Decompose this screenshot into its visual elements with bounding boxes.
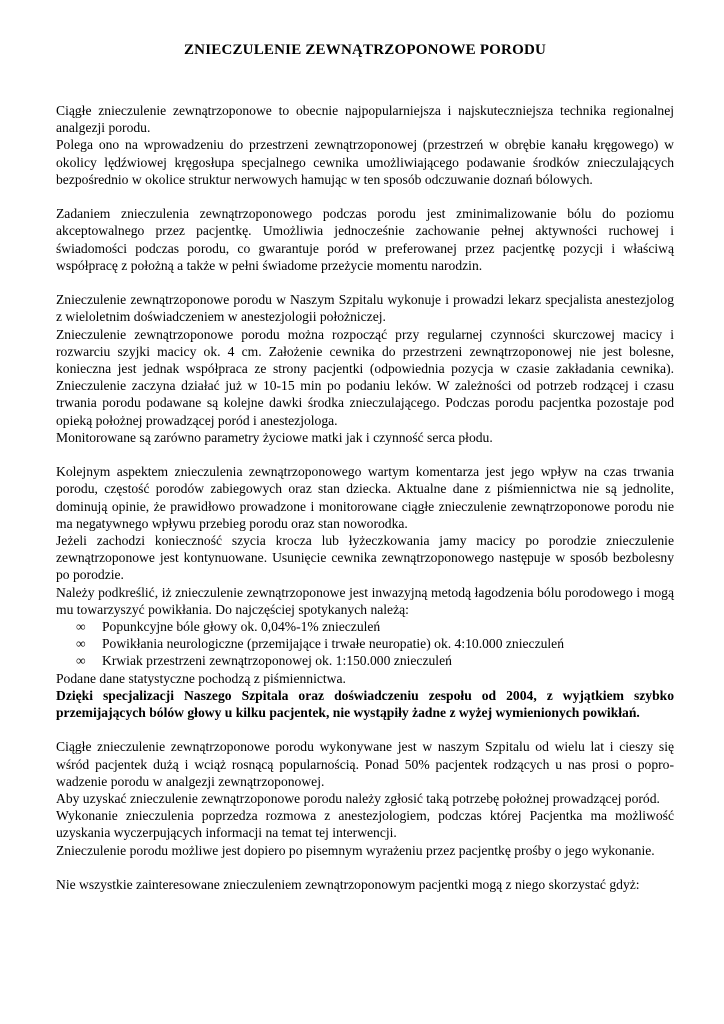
infinity-bullet-icon: ∞ xyxy=(76,636,86,652)
paragraph-hospital: Znieczulenie zewnątrzoponowe porodu w Naszym Szpitalu wykonuje i prowadzi lekarz specjalista anestezjolog z wieloletnim doświadczeniem w anestezjologii położniczej. xyxy=(56,292,674,325)
paragraph-intro: Ciągłe znieczulenie zewnątrzoponowe to obecnie najpopularniejsza i najskuteczniejsza technika regionalnej analgezji porodu. xyxy=(56,103,674,136)
complications-list xyxy=(56,618,674,670)
list-item-text: Powikłania neurologiczne (przemijające i trwałe neuropatie) ok. 4:10.000 znieczuleń xyxy=(102,636,565,652)
paragraph-eligibility: Nie wszystkie zainteresowane znieczuleniem zewnątrzoponowym pacjentki mogą z niego skorzystać gdyż: xyxy=(56,877,640,893)
paragraph-consultation: Wykonanie znieczulenia poprzedza rozmowa z anestezjologiem, podczas której Pacjentka ma możliwość uzyskania wyczerpujących informacji na temat tej interwencji. xyxy=(56,808,674,841)
paragraph-spacer xyxy=(56,859,674,876)
paragraph-complications: Należy podkreślić, iż znieczulenie zewnątrzoponowe jest inwazyjną metodą łagodzenia bólu porodowego i mogą mu towarzyszyć powikłania. Do najczęściej spotykanych należą: xyxy=(56,584,674,617)
paragraph-monitoring: Monitorowane są zarówno parametry życiowe matki jak i czynność serca płodu. xyxy=(56,429,493,445)
paragraph-purpose: Zadaniem znieczulenia zewnątrzoponowego podczas porodu jest zminimalizowanie bólu do poziomu akceptowalnego przez pacjentkę. Umożliwia jednocześnie zachowanie pełnej aktywności ruchowej i świadomości podczas porodu, co gwarantuje poród w preferowanej przez pacjentkę pozycji i właściwą współpracę z położną a także w pełni świadome przeżycie momentu narodzin. xyxy=(56,206,674,273)
paragraph-request: Aby uzyskać znieczulenie zewnątrzoponowe porodu należy zgłosić taką potrzebę położnej prowadzącej poród. xyxy=(56,791,660,807)
list-item-text: Popunkcyjne bóle głowy ok. 0,04%-1% znieczuleń xyxy=(102,619,381,635)
paragraph-spacer xyxy=(56,274,674,291)
paragraph-consent: Znieczulenie porodu możliwe jest dopiero po pisemnym wyrażeniu przez pacjentkę prośby o jego wykonanie. xyxy=(56,842,655,858)
list-item xyxy=(56,652,674,669)
paragraph-continuation: Jeżeli zachodzi konieczność szycia krocza lub łyżeczkowania jamy macicy po porodzie znieczulenie zewnątrzoponowe jest kontynuowane. Usunięcie cewnika zewnątrzoponowego następuje w sposób bezbolesny po porodzie. xyxy=(56,533,674,583)
paragraph-hospital-experience: Dzięki specjalizacji Naszego Szpitala oraz doświadczeniu zespołu od 2004, z wyjątkiem szybko przemijających bólów głowy u kilku pacjentek, nie wystąpiły żadne z wyżej wymienionych powikłań. xyxy=(56,687,674,721)
paragraph-spacer xyxy=(56,446,674,463)
paragraph-procedure: Znieczulenie zewnątrzoponowe porodu można rozpocząć przy regularnej czynności skurczowej macicy i rozwarciu szyjki macicy ok. 4 cm. Założenie cewnika do przestrzeni zewnątrzoponowej nie jest bolesne, konieczna jest jednak współpraca ze strony pacjentki (odpowiednia pozycja w czasie zakładania cewnika). Znieczulenie zaczyna działać już w 10-15 min po podaniu leków. W zależności od potrzeb rodzącej i czasu trwania porodu podawane są kolejne dawki środka znieczulającego. Podczas porodu pacjentka pozostaje pod opieką położnej prowadzącej poród i anestezjologa. xyxy=(56,326,674,428)
list-item xyxy=(56,618,674,635)
list-item xyxy=(56,635,674,652)
paragraph-impact: Kolejnym aspektem znieczulenia zewnątrzoponowego wartym komentarza jest jego wpływ na czas trwania porodu, częstość porodów zabiegowych oraz stan dziecka. Aktualne dane z piśmiennictwa nie są jednolite, dominują opinie, że prawidłowo prowadzone i monitorowane ciągłe znieczulenie zewnątrzoponowe porodu nie ma negatywnego wpływu przebieg porodu oraz stan noworodka. xyxy=(56,464,674,531)
infinity-bullet-icon: ∞ xyxy=(76,619,86,635)
paragraph-spacer xyxy=(56,721,674,738)
infinity-bullet-icon: ∞ xyxy=(76,653,86,669)
paragraph-source: Podane dane statystyczne pochodzą z piśmiennictwa. xyxy=(56,670,346,686)
paragraph-method: Polega ono na wprowadzeniu do przestrzeni zewnątrzoponowej (przestrzeń w obrębie kanału kręgowego) w okolicy lędźwiowej kręgosłupa specjalnego cewnika umożliwiającego podawanie środków znieczulających bezpośrednio w okolice struktur nerwowych hamując w ten sposób odczuwanie doznań bólowych. xyxy=(56,137,674,187)
page-title: ZNIECZULENIE ZEWNĄTRZOPONOWE PORODU xyxy=(183,42,547,58)
list-item-text: Krwiak przestrzeni zewnątrzoponowej ok. 1:150.000 znieczuleń xyxy=(102,653,452,669)
paragraph-spacer xyxy=(56,188,674,205)
paragraph-popularity: Ciągłe znieczulenie zewnątrzoponowe porodu wykonywane jest w naszym Szpitalu od wielu lat i cieszy się wśród pacjentek dużą i wciąż rosnącą popularnością. Ponad 50% pacjentek rodzących u nas prosi o poprowadzenie porodu w analgezji zewnątrzoponowej. xyxy=(56,739,674,789)
document-body xyxy=(56,102,674,893)
